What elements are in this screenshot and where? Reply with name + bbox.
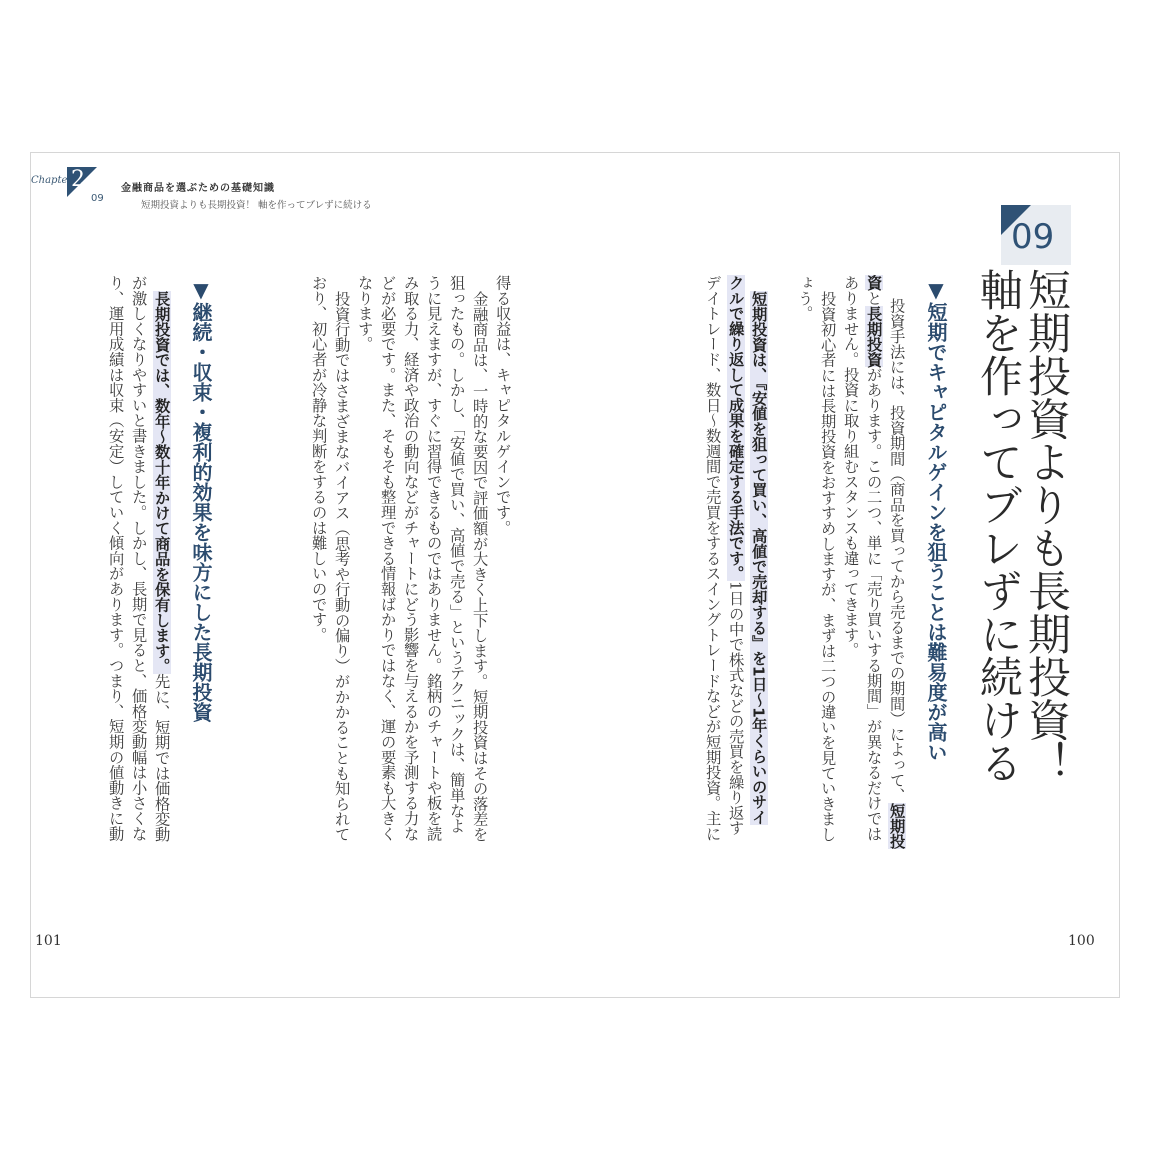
highlight-long-term-definition: 長期投資では、数年～数十年かけて商品を保有します。 [152,291,171,674]
right-p1-line-2-tail: が異なるだけでは [864,718,883,842]
highlight-short-term-definition-2: クルで繰り返して成果を確定する手法です。 [726,275,745,581]
section-title-line-2: 軸を作ってブレずに続ける [973,268,1023,784]
highlight-short-term-definition: 短期投資は、『安値を狙って買い、高値で売却する』を1日～1年くらいのサイ [749,291,768,825]
left-line-9: おり、初心者が冷静な判断をするのは難しいのです。 [309,275,328,643]
header-section-number: 09 [91,193,104,204]
highlight-short-term-b: 資 [864,275,883,291]
right-subhead: ▼短期でキャピタルゲインを狙うことは難易度が高い [924,278,948,762]
section-number: 09 [1011,217,1055,257]
left-line-6: どが必要です。また、そもそも整理できる情報ばかりではなく、運の要素も大きく [378,275,397,842]
highlight-short-term-a: 短期投 [887,802,906,849]
left-line-4: うに見えますが、すぐに習得できるものではありません。銘柄のチャートや板を読 [424,275,443,842]
right-p1-line-3: ありません。投資に取り組むスタンスも違ってきます。 [841,275,860,658]
left-p-line-1 [150,291,173,842]
section-title-line-1: 短期投資よりも長期投資！ [1021,268,1071,784]
page-number-right: 100 [1068,933,1095,949]
book-spread [30,152,1120,998]
right-p1-line-1-text: 投資手法には、投資期間（商品を買ってから売るまでの期間）によって、 [887,298,906,803]
left-p-line-3: り、運用成績は収束（安定）していく傾向があります。つまり、短期の値動きに動 [106,275,125,842]
left-line-5: み取る力、経済や政治の動向などがチャートにどう影響を与えるかを予測する力な [401,275,420,842]
left-line-3: 狙ったもの。しかし、「安値で買い、高値で売る」というテクニックは、簡単なよ [447,275,466,834]
right-p3-line-2-tail: 1日の中で株式などの売買を繰り返す [726,581,745,836]
right-p1-line-1 [885,298,908,849]
right-p2-line-1: 投資初心者には長期投資をおすすめしますが、まずは二つの違いを見ていきまし [818,291,837,842]
left-line-8: 投資行動ではさまざまなバイアス（思考や行動の偏り）がかかることも知られて [332,291,351,842]
chapter-label: Chapter [31,175,73,186]
right-p2-line-2: ょう。 [795,275,814,321]
right-p1-to: と [864,290,883,306]
left-line-1: 得る収益は、キャピタルゲインです。 [493,275,512,536]
right-p3-line-1 [747,291,770,825]
left-p-line-2: が激しくなりやすいと書きました。しかし、長期で見ると、価格変動幅は小さくな [129,275,148,842]
highlight-long-term: 長期投資 [864,305,883,367]
left-line-2: 金融商品は、一時的な要因で評価額が大きく上下します。短期投資はその落差を [470,291,489,842]
header-section-title: 短期投資よりも長期投資！ 軸を作ってブレずに続ける [141,200,372,211]
left-line-7: なります。 [355,275,374,352]
left-subhead: ▼継続・収束・複利的効果を味方にした長期投資 [189,278,213,722]
chapter-number: 2 [71,167,85,192]
left-p-line-1-tail: 先に、短期では価格変動 [152,673,171,842]
chapter-title: 金融商品を選ぶための基礎知識 [121,183,275,194]
right-p3-line-3: デイトレード、数日～数週間で売買をするスイングトレードなどが短期投資。主に [703,275,722,842]
right-p1-line-2 [862,275,885,841]
right-p3-line-2 [724,275,747,836]
right-p1-line-2-text: があります。この二つ、単に「売り買いする期間」 [864,366,883,719]
section-badge [1001,205,1071,265]
page-number-left: 101 [35,933,62,949]
